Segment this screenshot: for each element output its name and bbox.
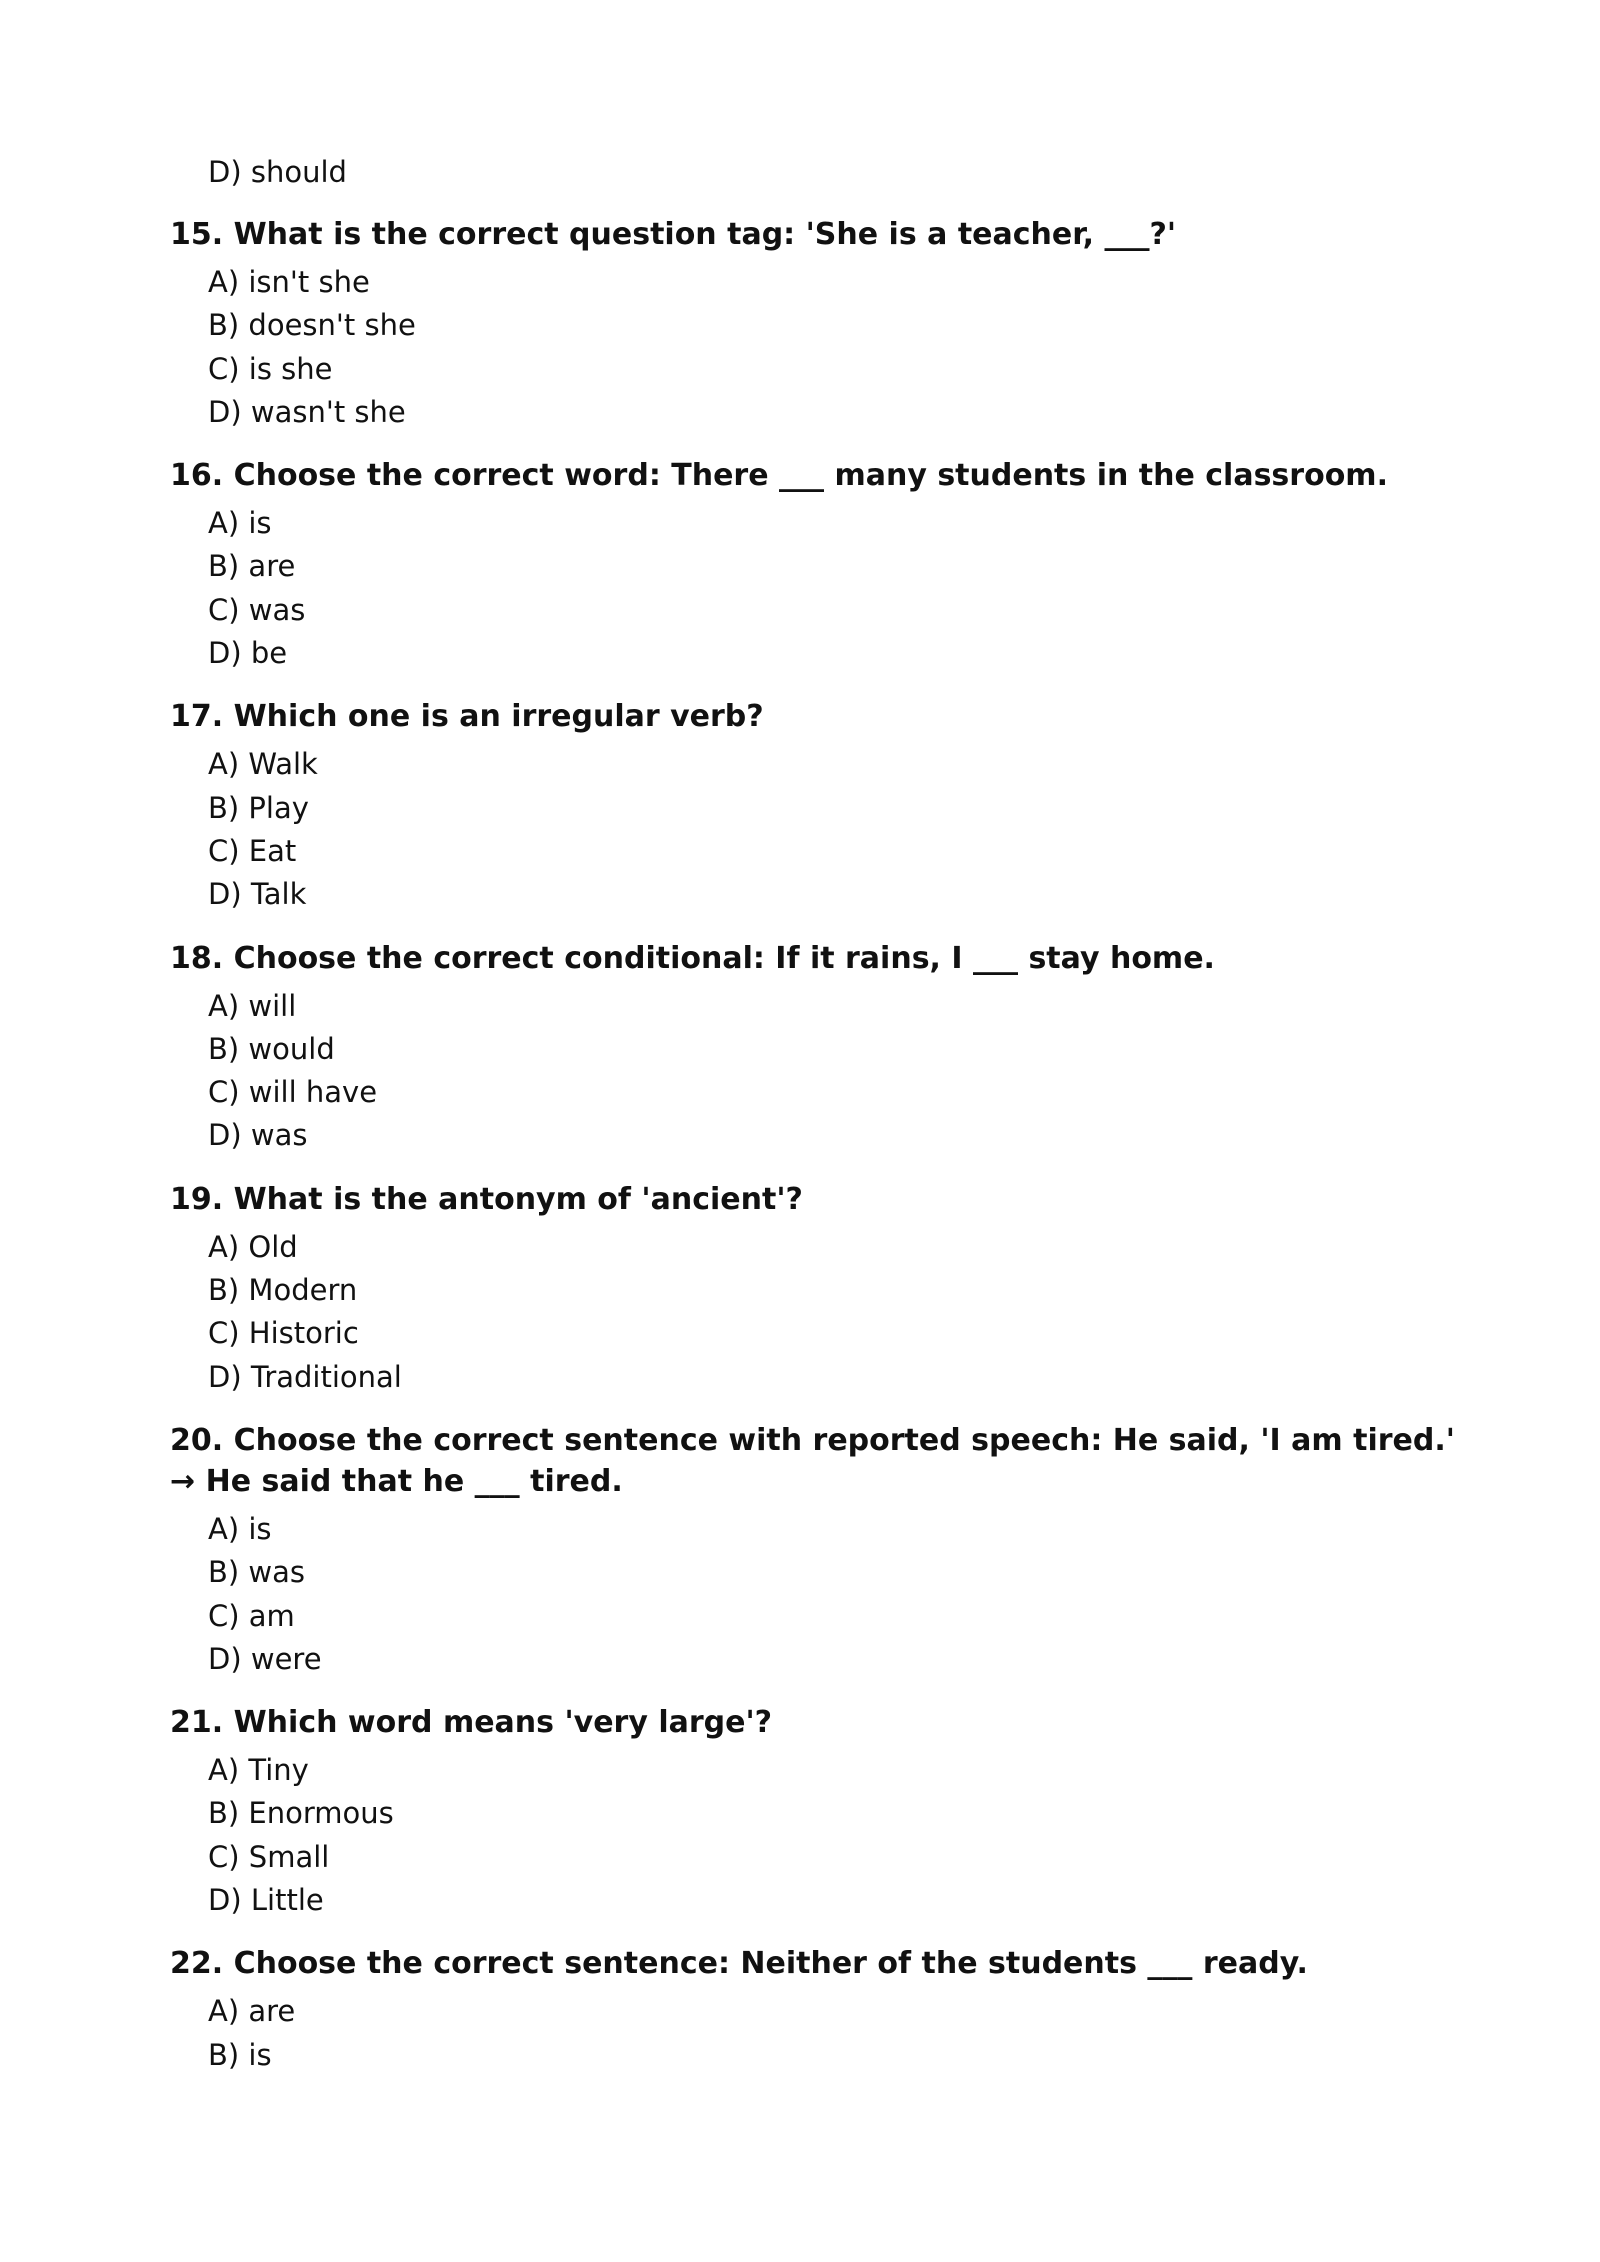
option-d: D) be [208, 636, 288, 671]
option-list [170, 1508, 1470, 1681]
option-d: D) were [208, 1641, 322, 1676]
option-b: B) Play [208, 790, 309, 825]
option-b: B) would [208, 1031, 335, 1066]
option-a: A) are [208, 1994, 296, 2029]
option-list [170, 1226, 1470, 1399]
question-text: 20. Choose the correct sentence with reported speech: He said, 'I am tired.' → He said that he ___ tired. [170, 1422, 1455, 1499]
option-list [170, 985, 1470, 1158]
option-b: B) Enormous [208, 1796, 394, 1831]
question-text: 21. Which word means 'very large'? [170, 1705, 773, 1741]
question-20 [170, 1420, 1470, 1681]
question-19 [170, 1179, 1470, 1399]
option-d: D) Talk [208, 877, 307, 912]
option-list [170, 743, 1470, 916]
question-text: 22. Choose the correct sentence: Neither of the students ___ ready. [170, 1946, 1308, 1982]
option-list [170, 1990, 1470, 2077]
question-text: 18. Choose the correct conditional: If it rains, I ___ stay home. [170, 940, 1215, 976]
option-d: D) Little [208, 1883, 324, 1918]
question-text: 16. Choose the correct word: There ___ many students in the classroom. [170, 458, 1388, 494]
option-a: A) Walk [208, 747, 318, 782]
option-d-continued: D) should [208, 155, 347, 189]
question-18 [170, 938, 1470, 1158]
option-c: C) will have [208, 1075, 378, 1110]
question-21 [170, 1702, 1470, 1922]
option-c: C) am [208, 1598, 295, 1633]
option-a: A) Tiny [208, 1753, 309, 1788]
option-b: B) doesn't she [208, 308, 416, 343]
option-c: C) is she [208, 351, 333, 386]
option-list [170, 1749, 1470, 1922]
option-b: B) is [208, 2037, 272, 2072]
question-17 [170, 696, 1470, 916]
option-d: D) Traditional [208, 1359, 402, 1394]
option-d: D) was [208, 1118, 308, 1153]
option-c: C) Historic [208, 1316, 359, 1351]
option-c: C) Small [208, 1839, 330, 1874]
question-list [170, 214, 1470, 2098]
option-b: B) was [208, 1555, 306, 1590]
option-a: A) will [208, 988, 297, 1023]
option-c: C) was [208, 592, 306, 627]
option-a: A) is [208, 506, 272, 541]
option-a: A) Old [208, 1229, 298, 1264]
option-b: B) are [208, 549, 296, 584]
question-16 [170, 455, 1470, 675]
question-text: 15. What is the correct question tag: 'She is a teacher, ___?' [170, 217, 1177, 252]
option-a: A) is [208, 1511, 272, 1546]
option-list [170, 502, 1470, 675]
question-text: 17. Which one is an irregular verb? [170, 699, 764, 735]
option-b: B) Modern [208, 1273, 358, 1308]
option-a: A) isn't she [208, 265, 370, 299]
option-list [170, 261, 1470, 434]
question-22 [170, 1943, 1470, 2077]
option-c: C) Eat [208, 833, 297, 868]
question-15 [170, 214, 1470, 434]
question-text: 19. What is the antonym of 'ancient'? [170, 1181, 803, 1217]
option-d: D) wasn't she [208, 394, 406, 429]
